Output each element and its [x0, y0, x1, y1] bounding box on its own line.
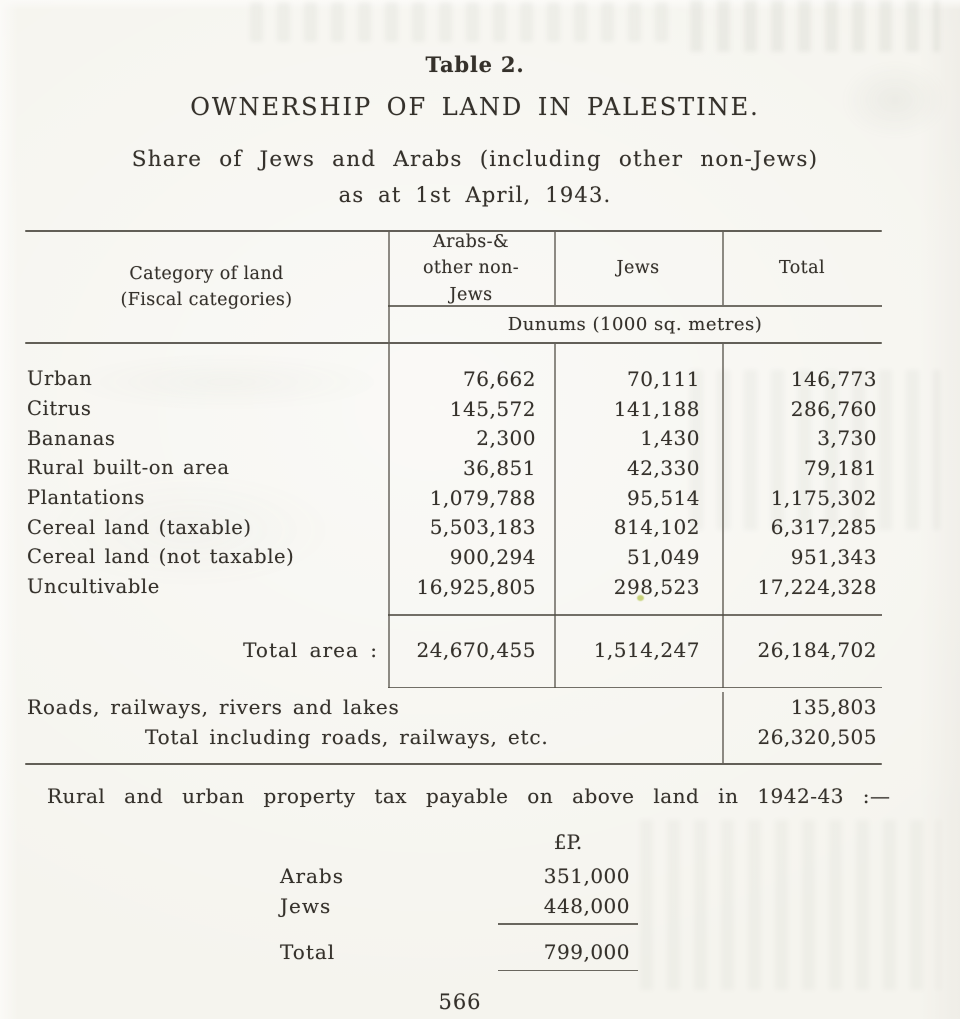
row-category: Plantations	[27, 486, 145, 510]
tax-value: 799,000	[543, 939, 630, 964]
roads-total: 135,803	[790, 695, 877, 719]
subtitle-line-2: as at 1st April, 1943.	[338, 183, 612, 207]
tax-intro: Rural and urban property tax payable on above land in 1942-43 :—	[47, 784, 891, 808]
tax-total-rule	[498, 970, 638, 972]
total-area-label: Total area :	[243, 638, 378, 662]
table-row	[25, 394, 882, 424]
row-category: Urban	[27, 367, 93, 391]
total-area-row	[25, 602, 882, 688]
column-header-total: Total	[779, 258, 825, 279]
column-header-category	[25, 232, 388, 342]
column-divider	[388, 344, 390, 602]
bleedthrough-smudge	[250, 2, 670, 42]
row-category: Bananas	[27, 426, 116, 450]
cell-jews: 141,188	[613, 396, 700, 421]
cell-arabs: 900,294	[449, 544, 536, 569]
total-cell-arabs: 24,670,455	[416, 638, 536, 662]
tax-label: Jews	[280, 894, 332, 918]
table-row	[25, 542, 882, 572]
tax-table	[280, 830, 636, 971]
tax-subtotal-rule	[498, 923, 638, 925]
grand-total-label: Total including roads, railways, etc.	[145, 725, 549, 749]
tax-label: Arabs	[280, 863, 344, 888]
column-header-arabs-label: Arabs-& other non-Jews	[422, 232, 520, 305]
cell-jews: 814,102	[613, 515, 700, 540]
cell-total: 3,730	[817, 426, 877, 451]
cell-total: 17,224,328	[757, 574, 877, 599]
cell-jews: 51,049	[627, 544, 700, 569]
cell-arabs: 16,925,805	[416, 574, 536, 599]
grand-total-row	[25, 722, 882, 752]
bleedthrough-smudge	[640, 820, 940, 990]
page-title: OWNERSHIP OF LAND IN PALESTINE.	[190, 93, 760, 121]
column-divider	[554, 344, 556, 602]
table-row	[25, 512, 882, 542]
cell-total: 1,175,302	[770, 485, 877, 510]
row-category: Cereal land (taxable)	[27, 515, 252, 539]
tax-label: Total	[280, 939, 336, 964]
category-header-line2: (Fiscal categories)	[120, 290, 293, 310]
row-category: Cereal land (not taxable)	[27, 545, 295, 569]
units-header: Dunums (1000 sq. metres)	[507, 313, 763, 335]
tax-value: 351,000	[543, 863, 630, 888]
cell-arabs: 76,662	[463, 366, 536, 391]
grand-total-value: 26,320,505	[757, 725, 877, 749]
table-row	[25, 453, 882, 483]
cell-arabs: 145,572	[449, 396, 536, 421]
row-category: Citrus	[27, 397, 92, 421]
table-label: Table 2.	[425, 52, 525, 77]
column-header-jews: Jews	[616, 258, 660, 279]
row-category: Rural built-on area	[27, 456, 230, 480]
cell-total: 146,773	[790, 366, 877, 391]
tax-row-arabs	[280, 860, 636, 891]
land-ownership-table	[25, 230, 882, 765]
tax-row-jews	[280, 891, 636, 921]
cell-arabs: 5,503,183	[429, 515, 536, 540]
cell-jews: 1,430	[640, 426, 700, 451]
column-divider	[722, 692, 724, 763]
cell-total: 79,181	[804, 455, 877, 480]
cell-arabs: 2,300	[476, 426, 536, 451]
roads-label: Roads, railways, rivers and lakes	[27, 695, 400, 719]
table-row	[25, 423, 882, 453]
total-cell-total: 26,184,702	[757, 638, 877, 662]
roads-row	[25, 692, 882, 722]
tax-row-total	[280, 936, 636, 968]
cell-jews: 95,514	[627, 485, 700, 510]
column-header-arabs	[388, 232, 554, 305]
tax-value: 448,000	[543, 894, 630, 918]
total-cell-jews: 1,514,247	[593, 638, 700, 662]
cell-total: 286,760	[790, 396, 877, 421]
table-row	[25, 572, 882, 602]
table-body	[25, 344, 882, 602]
total-bottom-rule	[388, 687, 882, 689]
cell-arabs: 36,851	[463, 455, 536, 480]
cell-total: 6,317,285	[770, 515, 877, 540]
bleedthrough-smudge	[690, 0, 940, 52]
cell-jews: 42,330	[627, 455, 700, 480]
currency-header: £P.	[553, 830, 583, 854]
subtitle-line-1: Share of Jews and Arabs (including other non-Jews)	[131, 147, 819, 172]
cell-total: 951,343	[790, 544, 877, 569]
cell-jews: 70,111	[627, 366, 700, 391]
page-number: 566	[438, 990, 482, 1014]
table-row	[25, 483, 882, 513]
roads-section	[25, 692, 882, 763]
cell-arabs: 1,079,788	[429, 485, 536, 510]
table-bottom-rule	[25, 763, 882, 765]
row-category: Uncultivable	[27, 575, 160, 599]
cell-jews: 298,523	[613, 574, 700, 599]
table-header	[25, 232, 882, 342]
category-header-line1: Category of land	[129, 263, 284, 284]
column-divider	[722, 344, 724, 602]
table-row	[25, 364, 882, 394]
